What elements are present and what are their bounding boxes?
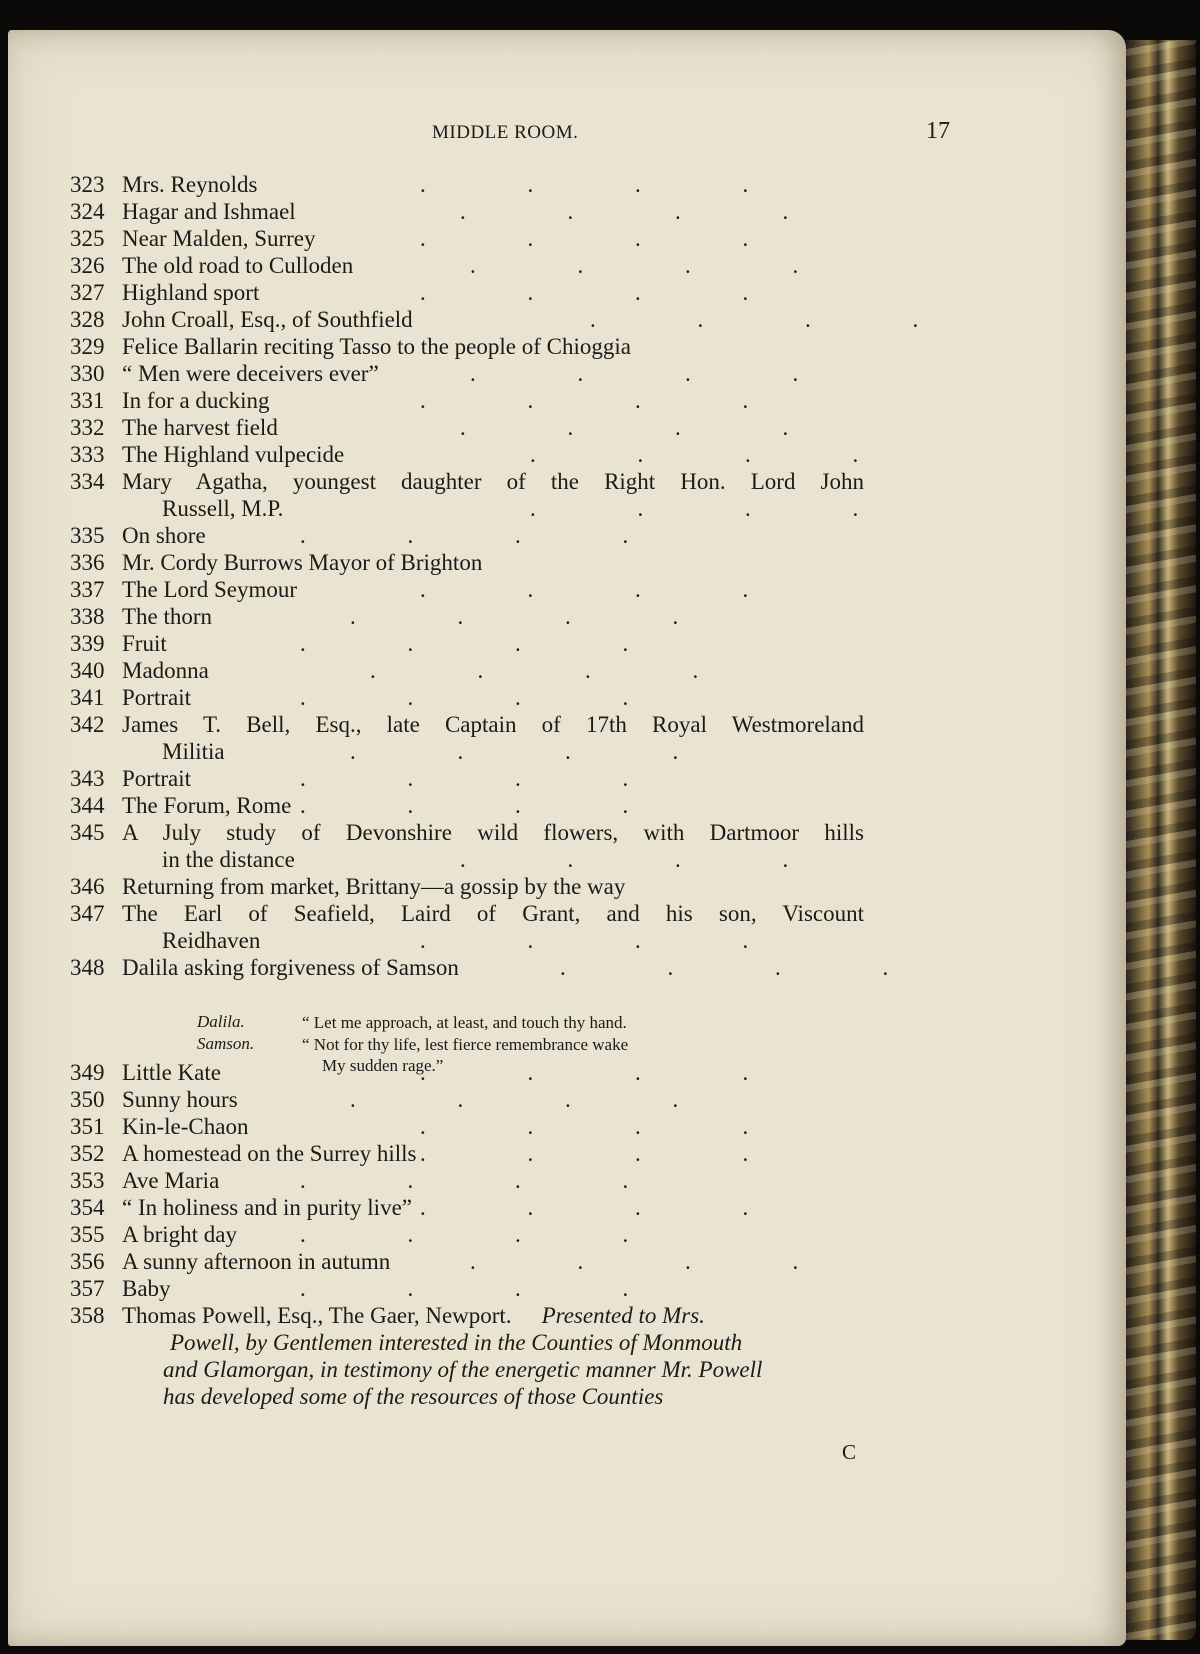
dot-leader: . . . . (420, 172, 797, 197)
entry-title: “ In holiness and in purity live” (122, 1195, 412, 1220)
entry-title: Kin-le-Chaon (122, 1114, 249, 1139)
entry-title: A bright day (122, 1222, 237, 1247)
entry-number: 356 (70, 1249, 105, 1274)
entry-title: Sunny hours (122, 1087, 238, 1112)
dot-leader: . . . . (420, 1060, 797, 1085)
entry-number: 354 (70, 1195, 105, 1220)
page-number: 17 (926, 118, 950, 144)
dot-leader: . . . . (420, 577, 797, 602)
entry-title-continued: Russell, M.P. (162, 496, 284, 521)
entry-title: Baby (122, 1276, 171, 1301)
entry-title: In for a ducking (122, 388, 270, 413)
entry-number: 338 (70, 604, 105, 629)
entry-number: 323 (70, 172, 105, 197)
entry-number: 345 (70, 820, 105, 845)
entry-number: 346 (70, 874, 105, 899)
entry-title: A sunny afternoon in autumn (122, 1249, 391, 1274)
dot-leader: . . . . (420, 928, 797, 953)
entry-number: 352 (70, 1141, 105, 1166)
dot-leader: . . . . (300, 766, 677, 791)
entry-number: 336 (70, 550, 105, 575)
dot-leader: . . . . (350, 1087, 727, 1112)
entry-title: “ Men were deceivers ever” (122, 361, 379, 386)
entry-number: 330 (70, 361, 105, 386)
entry-number: 326 (70, 253, 105, 278)
entry-number: 327 (70, 280, 105, 305)
entry-title: On shore (122, 523, 206, 548)
entry-number: 351 (70, 1114, 105, 1139)
dot-leader: . . . . (300, 631, 677, 656)
dot-leader: . . . . (420, 1195, 797, 1220)
quote-line-1: “ Let me approach, at least, and touch thy hand. (302, 1013, 627, 1032)
entry-title: The Forum, Rome (122, 793, 292, 818)
entry-title: Mrs. Reynolds (122, 172, 258, 197)
entry-title-continued: Powell, by Gentlemen interested in the Counties of Monmouth (170, 1330, 743, 1355)
entry-title: Mr. Cordy Burrows Mayor of Brighton (122, 550, 483, 575)
entry-number: 341 (70, 685, 105, 710)
entry-number: 333 (70, 442, 105, 467)
entry-number: 342 (70, 712, 105, 737)
dot-leader: . . . . (350, 739, 727, 764)
dot-leader: . . . . (420, 226, 797, 251)
dot-leader: . . . . (350, 604, 727, 629)
dot-leader: . . . . (590, 307, 967, 332)
entry-number: 353 (70, 1168, 105, 1193)
entry-title: The thorn (122, 604, 213, 629)
dot-leader: . . . . (460, 415, 837, 440)
entry-number: 325 (70, 226, 105, 251)
entry-number: 335 (70, 523, 105, 548)
quote-line-2: “ Not for thy life, lest fierce remembrance wake (302, 1035, 629, 1054)
dot-leader: . . . . (420, 1114, 797, 1139)
entry-title-continued: Militia (162, 739, 225, 764)
entry-number: 344 (70, 793, 105, 818)
entry-number: 349 (70, 1060, 105, 1085)
entry-number: 328 (70, 307, 105, 332)
entry-number: 343 (70, 766, 105, 791)
dot-leader: . . . . (300, 523, 677, 548)
entry-title: John Croall, Esq., of Southfield (122, 307, 413, 332)
entry-title: Thomas Powell, Esq., The Gaer, Newport. Presented to Mrs. (122, 1303, 705, 1328)
entry-title: Dalila asking forgiveness of Samson (122, 955, 459, 980)
dot-leader: . . . . (300, 1276, 677, 1301)
dot-leader: . . . . (300, 1168, 677, 1193)
dot-leader: . . . . (530, 496, 907, 521)
dot-leader: . . . . (420, 280, 797, 305)
dot-leader: . . . . (300, 793, 677, 818)
entry-title: Mary Agatha, youngest daughter of the Right Hon. Lord John (122, 469, 864, 494)
entry-title-continued: in the distance (162, 847, 295, 872)
entry-title: The Lord Seymour (122, 577, 298, 602)
entry-title: The Earl of Seafield, Laird of Grant, and his son, Viscount (122, 901, 864, 926)
entry-title: Portrait (122, 685, 191, 710)
dot-leader: . . . . (420, 1141, 797, 1166)
entry-title: Fruit (122, 631, 167, 656)
entry-title: Portrait (122, 766, 191, 791)
quote-speaker-samson: Samson. (197, 1034, 255, 1053)
entry-title: Near Malden, Surrey (122, 226, 316, 251)
dot-leader: . . . . (460, 199, 837, 224)
dot-leader: . . . . (420, 388, 797, 413)
entry-title: Hagar and Ishmael (122, 199, 296, 224)
entry-title: The old road to Culloden (122, 253, 354, 278)
entry-title: Felice Ballarin reciting Tasso to the people of Chioggia (122, 334, 631, 359)
entry-number: 337 (70, 577, 105, 602)
entry-title: Returning from market, Brittany—a gossip by the way (122, 874, 626, 899)
entry-title-continued: and Glamorgan, in testimony of the energetic manner Mr. Powell (163, 1357, 763, 1382)
entry-number: 358 (70, 1303, 105, 1328)
dot-leader: . . . . (300, 1222, 677, 1247)
book-fore-edge (1126, 40, 1196, 1640)
quote-speaker-dalila: Dalila. (197, 1012, 245, 1031)
entry-number: 332 (70, 415, 105, 440)
entry-number: 347 (70, 901, 105, 926)
entry-number: 334 (70, 469, 105, 494)
entry-title: A July study of Devonshire wild flowers, with Dartmoor hills (122, 820, 864, 845)
dot-leader: . . . . (460, 847, 837, 872)
dot-leader: . . . . (470, 1249, 847, 1274)
entry-title: A homestead on the Surrey hills (122, 1141, 417, 1166)
entry-title-italic: Presented to Mrs. (541, 1303, 705, 1328)
entry-title: The Highland vulpecide (122, 442, 345, 467)
entry-title-continued: Reidhaven (162, 928, 261, 953)
entry-title: Ave Maria (122, 1168, 220, 1193)
dot-leader: . . . . (470, 361, 847, 386)
entry-number: 355 (70, 1222, 105, 1247)
dot-leader: . . . . (470, 253, 847, 278)
dot-leader: . . . . (530, 442, 907, 467)
entry-number: 340 (70, 658, 105, 683)
dot-leader: . . . . (560, 955, 937, 980)
entry-title-continued: has developed some of the resources of those Counties (163, 1384, 664, 1409)
entry-number: 339 (70, 631, 105, 656)
entry-number: 357 (70, 1276, 105, 1301)
entry-title: Highland sport (122, 280, 260, 305)
entry-title: Madonna (122, 658, 209, 683)
entry-number: 331 (70, 388, 105, 413)
entry-number: 350 (70, 1087, 105, 1112)
dot-leader: . . . . (300, 685, 677, 710)
entry-title: The harvest field (122, 415, 278, 440)
quote-line-3: My sudden rage.” (322, 1056, 444, 1075)
page-header-title: MIDDLE ROOM. (432, 122, 579, 143)
dot-leader: . . . . (370, 658, 747, 683)
entry-title: James T. Bell, Esq., late Captain of 17th Royal Westmoreland (122, 712, 864, 737)
entry-number: 329 (70, 334, 105, 359)
entry-title: Little Kate (122, 1060, 221, 1085)
signature-letter: C (842, 1440, 857, 1464)
entry-number: 348 (70, 955, 105, 980)
entry-number: 324 (70, 199, 105, 224)
